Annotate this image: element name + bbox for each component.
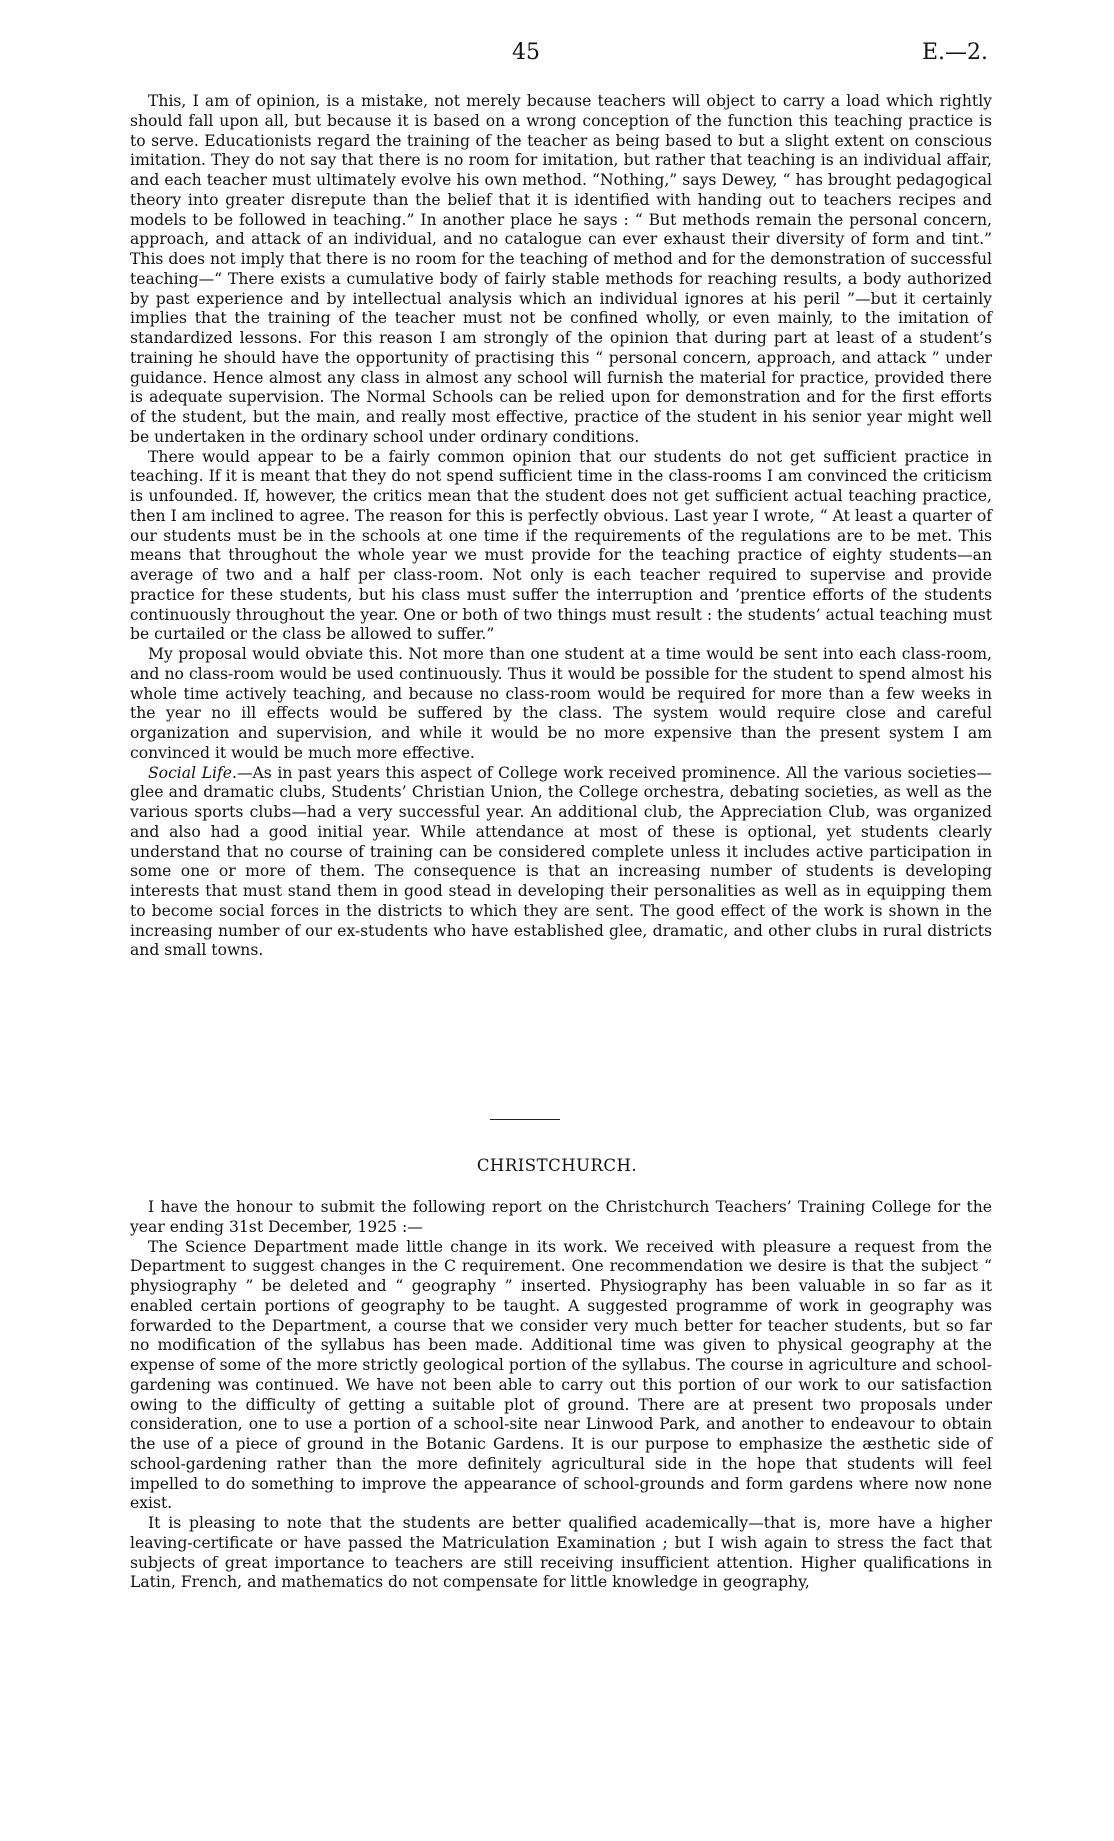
document-code: E.—2. [921,40,988,65]
paragraph: The Science Department made little change in its work. We received with pleasure a request from the Department to suggest changes in the C requirement. One recommendation we desire is that the subject “ physiography ” be deleted and “ geography ” inserted. Physiography has been valuable in so far as it enabled certain portions of geography to be taught. A suggested programme of work in geography was forwarded to the Department, a course that we consider very much better for teacher students, but so far no modification of the syllabus has been made. Additional time was given to physical geography at the expense of some of the more strictly geological portion of the syllabus. The course in agriculture and school-gardening was continued. We have not been able to carry out this portion of our work to our satisfaction owing to the difficulty of getting a suitable plot of ground. There are at present two proposals under consideration, one to use a portion of a school-site near Linwood Park, and another to endeavour to obtain the use of a piece of ground in the Botanic Gardens. It is our purpose to emphasize the æsthetic side of school-gardening rather than the more definitely agricultural side in the hope that students will feel impelled to do something to improve the appearance of school-grounds and form gardens where now none exist. [130,1237,992,1513]
section-teaching-practice [130,92,992,961]
social-life-text: —As in past years this aspect of College work received prominence. All the various societies—glee and dramatic clubs, Students’ Christian Union, the College orchestra, debating societies, as well as the various sports clubs—had a very successful year. An additional club, the Appreciation Club, was organized and also had a good initial year. While attendance at most of these is optional, yet students clearly understand that no course of training can be considered complete unless it includes active participation in some one or more of them. The consequence is that an increasing number of students is developing interests that must stand them in good stead in developing their personalities as well as in equipping them to become social forces in the districts to which they are sent. The good effect of the work is shown in the increasing number of our ex-students who have established glee, dramatic, and other clubs in rural districts and small towns. [130,763,992,960]
section-title-christchurch: CHRISTCHURCH. [476,1156,638,1175]
page-number: 45 [512,40,540,65]
paragraph: I have the honour to submit the following report on the Christchurch Teachers’ Training College for the year ending 31st December, 1925 :— [130,1198,992,1236]
page-header [0,40,1114,70]
paragraph-social-life [130,764,992,962]
paragraph: It is pleasing to note that the students are better qualified academically—that is, more have a higher leaving-certificate or have passed the Matriculation Examination ; but I wish again to stress the fact that subjects of great importance to teachers are still receiving insufficient attention. Higher qualifications in Latin, French, and mathematics do not compensate for little knowledge in geography, [130,1514,992,1592]
section-divider [490,1119,560,1120]
paragraph: There would appear to be a fairly common opinion that our students do not get sufficient practice in teaching. If it is meant that they do not spend sufficient time in the class-rooms I am convinced the criticism is unfounded. If, however, the critics mean that the student does not get sufficient actual teaching practice, then I am inclined to agree. The reason for this is perfectly obvious. Last year I wrote, “ At least a quarter of our students must be in the schools at one time if the requirements of the regulations are to be met. This means that throughout the whole year we must provide for the teaching practice of eighty students—an average of two and a half per class-room. Not only is each teacher required to supervise and provide practice for these students, but his class must suffer the interruption and ’prentice efforts of the students continuously throughout the year. One or both of two things must result : the students’ actual teaching must be curtailed or the class be allowed to suffer.” [130,447,992,644]
social-life-heading: Social Life. [148,763,237,782]
section-christchurch [130,1198,992,1593]
paragraph: My proposal would obviate this. Not more than one student at a time would be sent into each class-room, and no class-room would be used continuously. Thus it would be possible for the student to spend almost his whole time actively teaching, and because no class-room would be required for more than a few weeks in the year no ill effects would be suffered by the class. The system would require close and careful organization and supervision, and while it would be no more expensive than the present system I am convinced it would be much more effective. [130,645,992,762]
paragraph: This, I am of opinion, is a mistake, not merely because teachers will object to carry a load which rightly should fall upon all, but because it is based on a wrong conception of the function this teaching practice is to serve. Educationists regard the training of the teacher as being based to but a slight extent on conscious imitation. They do not say that there is no room for imitation, but rather that teaching is an individual affair, and each teacher must ultimately evolve his own method. “Nothing,” says Dewey, “ has brought pedagogical theory into greater disrepute than the belief that it is identified with handing out to teachers recipes and models to be followed in teaching.” In another place he says : “ But methods remain the personal concern, approach, and attack of an individual, and no catalogue can ever exhaust their diversity of form and tint.” This does not imply that there is no room for the teaching of method and for the demonstration of successful teaching—“ There exists a cumulative body of fairly stable methods for reaching results, a body authorized by past experience and by intellectual analysis which an individual ignores at his peril ”—but it certainly implies that the training of the teacher must not be confined wholly, or even mainly, to the imitation of standardized lessons. For this reason I am strongly of the opinion that during part at least of a student’s training he should have the opportunity of practising this “ personal concern, approach, and attack ” under guidance. Hence almost any class in almost any school will furnish the material for practice, provided there is adequate supervision. The Normal Schools can be relied upon for demonstration and for the first efforts of the student, but the main, and really most effective, practice of the student in his senior year might well be undertaken in the ordinary school under ordinary conditions. [130,92,992,446]
